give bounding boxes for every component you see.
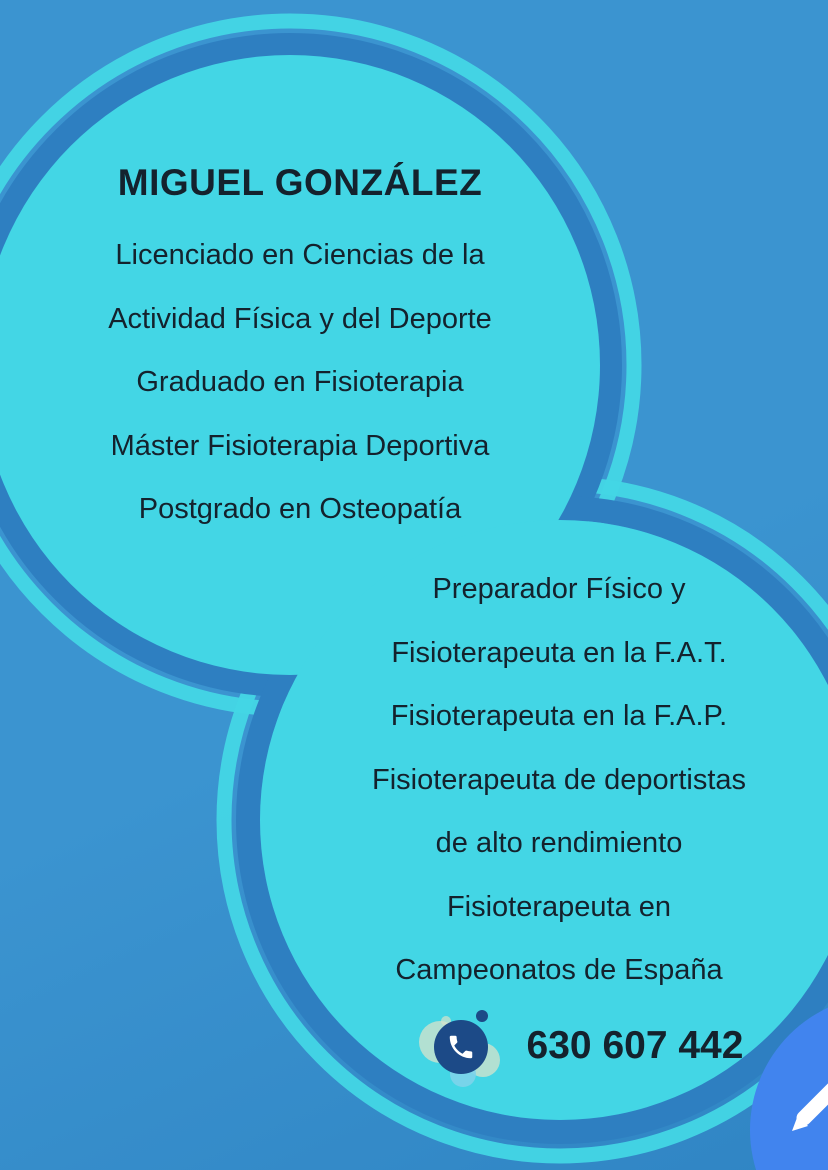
- role-line: Fisioterapeuta en la F.A.T.: [391, 636, 727, 669]
- role-line: Preparador Físico y: [432, 573, 686, 605]
- credentials-block: [10, 160, 590, 542]
- credential-line: Actividad Física y del Deporte: [108, 302, 492, 335]
- role-line: de alto rendimiento: [435, 827, 683, 859]
- credential-line: Máster Fisioterapia Deportiva: [110, 429, 490, 462]
- role-line: Campeonatos de España: [395, 954, 723, 986]
- roles-block: [290, 558, 828, 1003]
- phone-icon-circle: [434, 1020, 488, 1074]
- phone-number: 630 607 442: [526, 1024, 744, 1067]
- person-name: MIGUEL GONZÁLEZ: [117, 162, 483, 203]
- credential-line: Postgrado en Osteopatía: [138, 493, 462, 525]
- edit-button-circle[interactable]: [750, 995, 828, 1170]
- role-line: Fisioterapeuta de deportistas: [372, 763, 746, 796]
- credential-line: Licenciado en Ciencias de la: [115, 239, 485, 271]
- role-line: Fisioterapeuta en: [446, 890, 672, 923]
- role-line: Fisioterapeuta en la F.A.P.: [390, 700, 728, 732]
- phone-icon: [415, 1000, 525, 1110]
- edit-button[interactable]: [648, 990, 828, 1170]
- phone-icon-dot: [476, 1010, 488, 1022]
- credential-line: Graduado en Fisioterapia: [136, 366, 464, 398]
